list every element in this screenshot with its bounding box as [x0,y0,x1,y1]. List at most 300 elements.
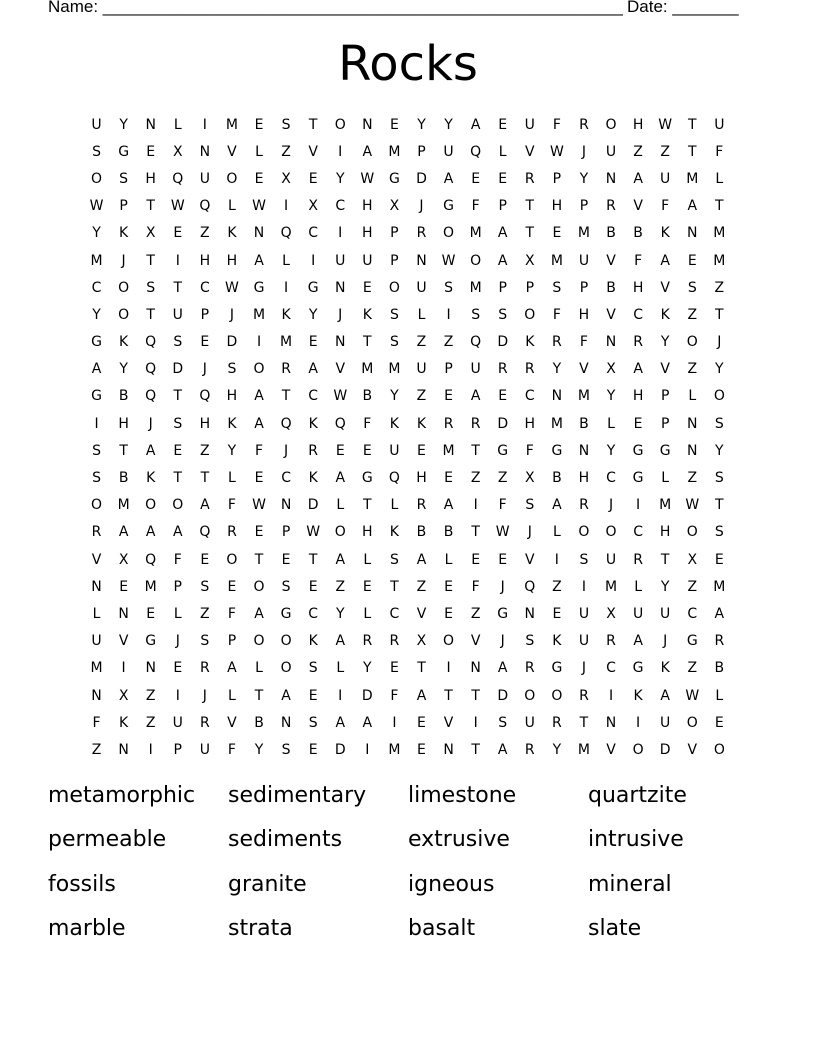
grid-letter: H [578,470,590,487]
grid-letter: O [172,497,184,514]
grid-letter: I [581,578,587,595]
grid-letter: O [578,524,590,541]
grid-letter: P [660,415,670,432]
grid-letter: Y [444,116,453,133]
grid-letter: Y [390,388,399,405]
grid-letter: Y [335,605,345,622]
grid-letter: E [389,660,399,677]
grid-letter: Z [660,143,670,160]
grid-letter: E [254,116,264,133]
grid-row [83,138,733,165]
grid-letter: K [281,306,291,323]
grid-letter: U [524,116,535,133]
grid-letter: M [604,578,618,595]
grid-letter: T [471,687,480,704]
grid-letter: Y [715,442,724,459]
grid-row [83,736,733,763]
grid-letter: V [525,143,535,160]
grid-letter: R [524,741,535,758]
grid-letter: J [202,361,207,378]
grid-letter: Y [715,361,724,378]
grid-letter: Y [92,306,101,323]
grid-letter: E [281,551,291,568]
grid-letter: P [525,279,535,296]
grid-letter: A [633,361,643,378]
grid-letter: A [254,252,264,269]
grid-letter: N [687,225,698,242]
grid-letter: N [91,687,102,704]
grid-letter: L [552,524,561,541]
grid-letter: O [280,660,292,677]
word-list-item: basalt [408,915,476,941]
grid-letter: O [280,633,292,650]
grid-letter: E [633,415,643,432]
grid-letter: E [173,442,183,459]
grid-letter: P [498,198,507,215]
grid-letter: Q [199,388,211,405]
grid-letter: Y [579,170,589,187]
grid-letter: P [227,633,237,650]
grid-letter: L [607,415,615,432]
grid-letter: U [605,551,617,568]
grid-letter: H [416,470,427,487]
grid-letter: S [200,633,210,650]
grid-letter: L [228,198,236,215]
grid-letter: Z [145,714,156,731]
grid-letter: L [715,687,724,704]
grid-letter: U [605,143,617,160]
grid-letter: T [308,116,318,133]
grid-letter: E [498,116,508,133]
grid-letter: Z [687,361,698,378]
grid-letter: E [254,470,264,487]
grid-letter: C [308,388,319,405]
grid-letter: G [497,605,509,622]
grid-letter: H [226,252,238,269]
grid-letter: S [444,279,453,296]
grid-letter: B [254,714,264,731]
grid-letter: W [658,116,673,133]
word-list-item: metamorphic [48,783,196,808]
grid-letter: O [443,633,455,650]
grid-letter: R [579,687,589,704]
word-list-item: granite [228,871,307,897]
grid-letter: A [497,225,508,242]
grid-letter: T [200,470,210,487]
grid-letter: S [389,551,399,568]
grid-letter: M [686,170,699,187]
grid-letter: Q [145,361,157,378]
grid-letter: S [714,524,724,541]
grid-letter: M [388,143,401,160]
grid-letter: T [471,741,480,758]
grid-letter: K [389,415,399,432]
word-list-item: limestone [408,783,517,808]
grid-letter: U [660,605,671,622]
letter-grid [83,111,733,764]
word-list-item: sediments [228,827,343,853]
grid-letter: C [606,660,616,677]
grid-letter: O [253,633,265,650]
grid-letter: C [308,225,319,242]
grid-letter: S [471,306,481,323]
grid-letter: U [416,279,427,296]
grid-letter: T [254,551,264,568]
grid-letter: T [715,306,724,323]
grid-letter: R [524,660,535,677]
grid-letter: E [335,442,345,459]
grid-letter: O [253,578,265,595]
grid-letter: M [361,361,374,378]
grid-letter: V [227,714,237,731]
grid-letter: U [389,442,400,459]
grid-letter: E [362,442,372,459]
grid-letter: F [471,198,480,215]
grid-letter: C [91,279,102,296]
grid-letter: Q [524,578,536,595]
grid-letter: O [91,170,103,187]
grid-letter: V [335,361,346,378]
grid-letter: F [363,415,372,432]
grid-letter: U [172,306,183,323]
grid-letter: L [688,388,697,405]
grid-letter: G [497,442,509,459]
grid-letter: W [549,143,564,160]
word-list-item: extrusive [408,827,510,853]
grid-letter: R [497,361,508,378]
grid-letter: O [686,334,698,351]
grid-letter: X [308,198,318,215]
grid-letter: O [388,279,400,296]
grid-letter: F [92,714,101,731]
grid-letter: Q [145,388,157,405]
grid-letter: O [226,170,238,187]
grid-letter: N [605,714,617,731]
grid-letter: H [362,225,373,242]
grid-letter: T [525,198,535,215]
grid-letter: X [118,687,129,704]
grid-letter: J [229,306,234,323]
grid-letter: Y [363,660,372,677]
grid-letter: S [200,578,210,595]
grid-letter: A [145,442,156,459]
grid-letter: P [173,578,182,595]
grid-letter: G [91,388,102,405]
grid-row [83,519,733,546]
grid-letter: S [552,279,562,296]
grid-letter: V [660,361,670,378]
grid-letter: W [170,198,185,215]
grid-letter: R [606,633,616,650]
grid-letter: X [281,170,291,187]
grid-letter: G [632,470,644,487]
grid-letter: K [119,714,129,731]
grid-letter: O [118,306,130,323]
grid-letter: A [443,170,454,187]
grid-letter: J [527,524,532,541]
grid-letter: E [444,605,453,622]
grid-letter: I [636,714,641,731]
grid-letter: I [284,198,289,215]
grid-letter: B [443,524,454,541]
grid-letter: C [687,605,698,622]
grid-letter: G [686,633,698,650]
grid-letter: L [282,252,290,269]
grid-letter: L [390,497,399,514]
grid-letter: E [308,741,318,758]
grid-row [83,111,733,138]
grid-letter: W [441,252,456,269]
word-list-item: sedimentary [228,783,367,808]
grid-letter: Y [606,442,616,459]
grid-letter: E [308,687,318,704]
grid-letter: H [632,116,644,133]
grid-letter: F [579,334,588,351]
grid-letter: A [254,415,264,432]
grid-letter: R [362,633,373,650]
grid-row [83,247,733,274]
grid-letter: K [416,415,427,432]
grid-letter: R [470,415,481,432]
grid-letter: T [715,198,724,215]
word-list-item: marble [48,915,126,941]
grid-letter: P [444,361,453,378]
grid-letter: U [714,116,725,133]
grid-letter: S [389,306,399,323]
grid-letter: K [525,334,535,351]
grid-letter: G [118,143,130,160]
grid-letter: W [685,687,700,704]
grid-letter: I [446,660,451,677]
grid-letter: N [145,116,156,133]
grid-letter: E [173,660,183,677]
grid-letter: V [525,551,535,568]
word-list-item: intrusive [588,827,684,853]
grid-letter: E [471,551,481,568]
grid-letter: U [335,252,346,269]
grid-letter: V [308,143,318,160]
grid-letter: U [91,116,102,133]
grid-row [83,383,733,410]
grid-letter: T [363,334,372,351]
grid-letter: A [254,605,264,622]
grid-letter: T [444,687,453,704]
grid-letter: D [226,334,238,351]
grid-letter: S [119,170,129,187]
grid-letter: I [256,334,262,351]
grid-letter: T [363,497,372,514]
grid-letter: T [715,497,724,514]
grid-letter: F [498,497,507,514]
grid-letter: T [390,578,399,595]
grid-letter: X [145,225,156,242]
grid-letter: G [659,442,671,459]
grid-letter: Q [199,198,211,215]
grid-letter: E [173,225,183,242]
grid-letter: T [173,388,183,405]
grid-letter: A [633,633,643,650]
grid-letter: R [416,225,427,242]
grid-letter: L [92,605,101,622]
grid-letter: T [146,252,155,269]
grid-letter: P [498,279,507,296]
grid-letter: B [362,388,373,405]
grid-letter: P [417,143,426,160]
grid-letter: U [416,361,427,378]
grid-letter: E [498,388,508,405]
grid-letter: B [606,279,616,296]
word-list-item: strata [228,915,293,941]
grid-letter: Z [470,470,481,487]
grid-letter: A [254,388,264,405]
grid-letter: C [633,524,643,541]
grid-letter: J [717,334,722,351]
grid-letter: C [606,470,616,487]
grid-letter: O [91,497,103,514]
grid-letter: S [92,143,101,160]
grid-letter: J [148,415,153,432]
grid-letter: O [334,524,346,541]
grid-letter: A [172,524,183,541]
grid-letter: X [416,633,427,650]
grid-letter: L [715,170,724,187]
grid-letter: O [551,687,563,704]
grid-letter: W [252,497,266,514]
grid-letter: M [388,741,401,758]
grid-letter: C [633,306,643,323]
grid-letter: P [281,524,291,541]
grid-row [83,437,733,464]
grid-letter: E [498,170,508,187]
grid-letter: I [338,225,343,242]
grid-letter: A [497,252,508,269]
grid-letter: Q [388,470,400,487]
grid-letter: Z [200,225,210,242]
grid-letter: M [577,388,590,405]
grid-letter: A [633,170,643,187]
grid-letter: P [579,279,589,296]
grid-letter: I [365,741,370,758]
grid-letter: S [687,279,697,296]
grid-letter: N [145,660,156,677]
grid-row [83,274,733,301]
grid-letter: T [281,388,291,405]
grid-letter: M [713,225,726,242]
grid-letter: C [389,605,400,622]
grid-letter: E [146,143,156,160]
grid-letter: K [146,470,156,487]
grid-letter: C [524,388,535,405]
grid-letter: Z [687,306,698,323]
grid-letter: B [118,470,129,487]
grid-letter: Z [470,605,481,622]
grid-letter: R [281,361,291,378]
word-list-item: mineral [588,871,672,897]
grid-letter: V [606,252,616,269]
grid-letter: Z [552,578,562,595]
grid-letter: M [144,578,157,595]
grid-letter: Y [552,741,562,758]
grid-row [83,492,733,519]
grid-letter: M [90,660,103,677]
grid-letter: A [470,388,481,405]
grid-letter: Y [552,361,562,378]
grid-letter: Z [714,279,725,296]
grid-letter: A [362,143,373,160]
grid-letter: M [577,741,590,758]
grid-letter: I [608,687,614,704]
grid-letter: D [307,497,319,514]
grid-letter: A [416,551,427,568]
grid-letter: Q [145,334,157,351]
grid-letter: L [444,551,453,568]
grid-letter: Y [308,306,318,323]
grid-letter: R [579,116,589,133]
grid-letter: P [200,306,210,323]
grid-letter: W [360,170,375,187]
grid-letter: E [417,442,426,459]
grid-letter: O [524,687,536,704]
grid-letter: J [663,633,668,650]
grid-letter: R [606,198,616,215]
grid-letter: S [498,306,508,323]
grid-letter: M [713,252,726,269]
grid-letter: M [550,252,563,269]
grid-letter: I [94,415,99,432]
grid-letter: E [714,551,724,568]
grid-letter: E [687,252,697,269]
grid-letter: F [227,605,236,622]
grid-letter: N [470,660,481,677]
grid-letter: E [444,470,453,487]
grid-letter: R [524,170,535,187]
grid-letter: E [714,714,724,731]
grid-letter: P [119,198,128,215]
grid-letter: L [336,660,345,677]
grid-letter: L [173,605,182,622]
grid-letter: K [308,470,318,487]
grid-row [83,682,733,709]
grid-letter: N [443,741,454,758]
grid-letter: Z [443,334,454,351]
grid-letter: U [91,633,102,650]
grid-row [83,356,733,383]
grid-letter: B [714,660,725,677]
grid-letter: U [172,714,183,731]
grid-letter: M [252,306,266,323]
grid-letter: M [388,361,401,378]
grid-letter: W [252,198,266,215]
grid-letter: G [388,170,400,187]
grid-letter: H [632,279,644,296]
grid-letter: O [145,497,157,514]
grid-letter: E [308,334,318,351]
grid-letter: X [687,551,698,568]
grid-letter: O [253,361,265,378]
grid-letter: A [91,361,102,378]
grid-letter: Q [199,524,211,541]
grid-letter: S [173,415,183,432]
grid-letter: Y [254,741,264,758]
grid-letter: L [173,116,182,133]
grid-letter: G [145,633,157,650]
grid-letter: U [578,252,590,269]
grid-letter: I [338,687,343,704]
grid-letter: S [308,714,318,731]
grid-letter: I [392,714,397,731]
grid-letter: E [444,388,453,405]
name-field-label: Name: _______________________________________________________ [48,0,623,16]
